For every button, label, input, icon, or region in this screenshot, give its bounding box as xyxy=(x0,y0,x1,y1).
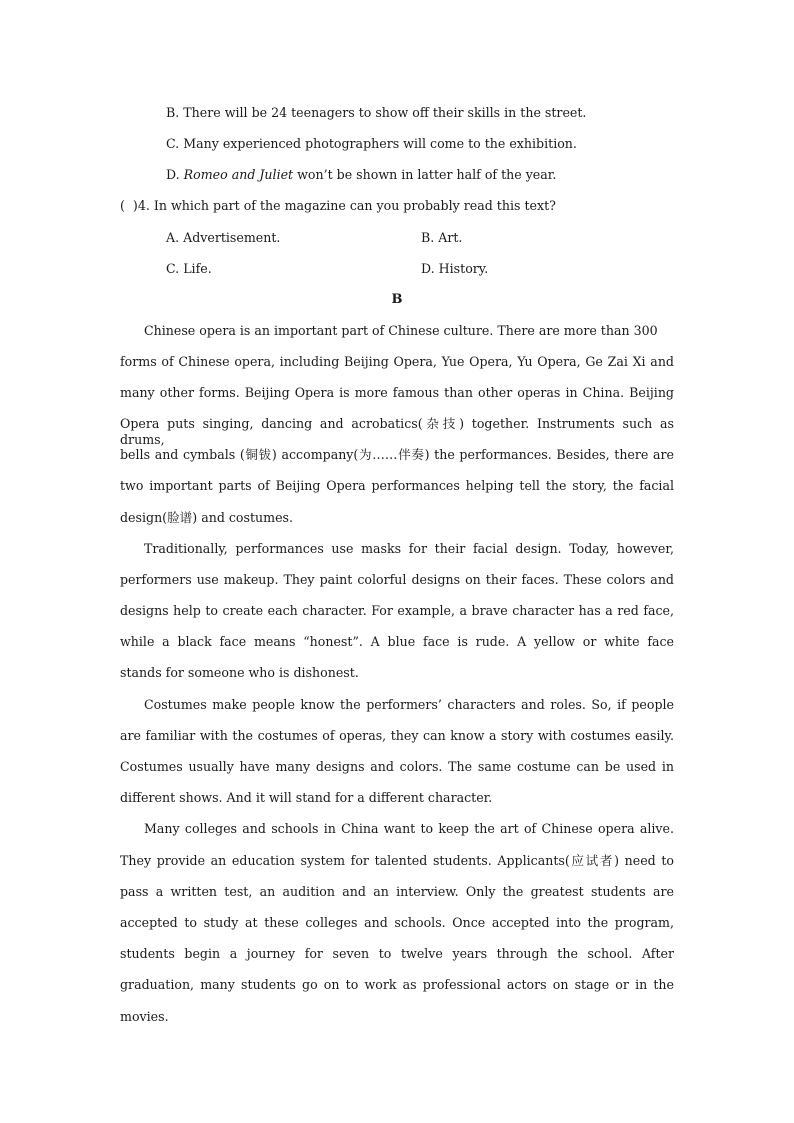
p1-line: bells and cymbals (铜钹) accompany(为……伴奏) the performances. Besides, there are xyxy=(120,447,674,462)
question-4-stem: 4. In which part of the magazine can you probably read this text? xyxy=(137,198,556,213)
section-heading: B xyxy=(391,292,403,307)
q4-option-b: B. Art. xyxy=(421,230,463,245)
p4-line: pass a written test, an audition and an interview. Only the greatest students are xyxy=(120,884,674,899)
p3-line: Costumes make people know the performers’ characters and roles. So, if people xyxy=(144,697,674,712)
q3-option-d-title: Romeo and Juliet xyxy=(183,167,294,182)
q3-option-d-suffix: won’t be shown in latter half of the year. xyxy=(293,167,557,182)
p1-line: Opera puts singing, dancing and acrobatics(杂技) together. Instruments such as drums, xyxy=(120,416,674,447)
p4-line: graduation, many students go on to work as professional actors on stage or in the xyxy=(120,977,674,992)
p2-line: stands for someone who is dishonest. xyxy=(120,665,359,680)
p1-line: Chinese opera is an important part of Chinese culture. There are more than 300 xyxy=(144,323,658,338)
p4-line: students begin a journey for seven to twelve years through the school. After xyxy=(120,946,674,961)
p2-line: Traditionally, performances use masks for their facial design. Today, however, xyxy=(144,541,674,556)
p2-line: performers use makeup. They paint colorful designs on their faces. These colors and xyxy=(120,572,674,587)
p4-line: They provide an education system for talented students. Applicants(应试者) need to xyxy=(120,853,674,868)
q4-option-d: D. History. xyxy=(421,261,489,276)
p4-line: Many colleges and schools in China want to keep the art of Chinese opera alive. xyxy=(144,821,674,836)
p4-line: movies. xyxy=(120,1009,169,1024)
question-4 xyxy=(120,198,556,214)
p3-line: are familiar with the costumes of operas, they can know a story with costumes easily. xyxy=(120,728,674,743)
q3-option-c: C. Many experienced photographers will come to the exhibition. xyxy=(166,136,577,151)
p1-line: two important parts of Beijing Opera performances helping tell the story, the facial xyxy=(120,478,674,493)
q4-option-a: A. Advertisement. xyxy=(166,230,281,245)
p1-line: forms of Chinese opera, including Beijing Opera, Yue Opera, Yu Opera, Ge Zai Xi and xyxy=(120,354,674,369)
q3-option-d-prefix: D. xyxy=(166,167,184,182)
p1-line: design(脸谱) and costumes. xyxy=(120,510,294,525)
q3-option-b: B. There will be 24 teenagers to show off their skills in the street. xyxy=(166,105,587,120)
p2-line: while a black face means “honest”. A blue face is rude. A yellow or white face xyxy=(120,634,674,649)
p3-line: different shows. And it will stand for a different character. xyxy=(120,790,493,805)
answer-bracket: ( ) xyxy=(120,198,138,213)
p3-line: Costumes usually have many designs and colors. The same costume can be used in xyxy=(120,759,674,774)
p4-line: accepted to study at these colleges and schools. Once accepted into the program, xyxy=(120,915,674,930)
p2-line: designs help to create each character. For example, a brave character has a red face, xyxy=(120,603,674,618)
p1-line: many other forms. Beijing Opera is more famous than other operas in China. Beijing xyxy=(120,385,674,400)
q4-option-c: C. Life. xyxy=(166,261,212,276)
q3-option-d xyxy=(166,167,556,183)
